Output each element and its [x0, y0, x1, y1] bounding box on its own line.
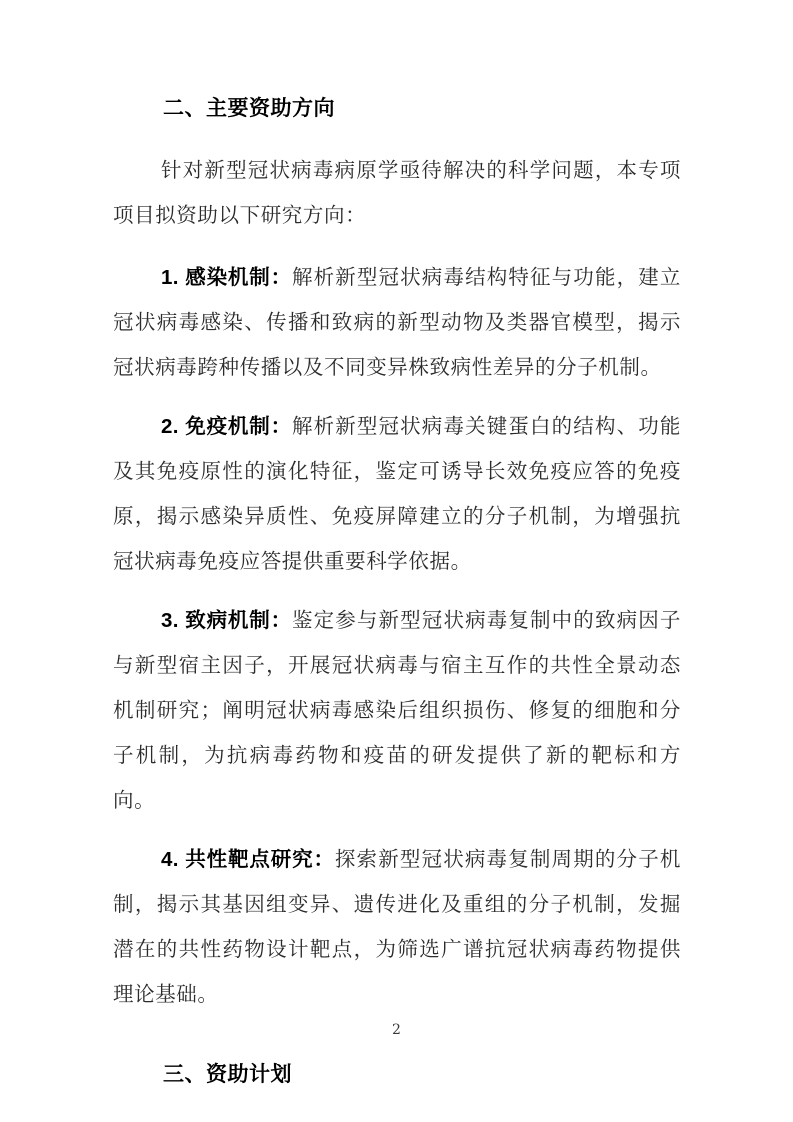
spacer — [113, 238, 681, 255]
funding-item-3-label: 3. 致病机制： — [161, 609, 292, 632]
funding-item-2-label: 2. 免疫机制： — [161, 415, 292, 438]
page-number: 2 — [392, 1022, 401, 1038]
document-content — [113, 86, 681, 1097]
funding-item-4 — [113, 837, 681, 1017]
funding-item-3-text: 鉴定参与新型冠状病毒复制中的致病因子与新型宿主因子，开展冠状病毒与宿主互作的共性全景动态机制研究；阐明冠状病毒感染后组织损伤、修复的细胞和分子机制，为抗病毒药物和疫苗的研发提供了新的靶标和方向。 — [113, 608, 681, 812]
section-heading-two: 二、主要资助方向 — [163, 97, 335, 120]
spacer — [113, 584, 681, 598]
funding-item-2 — [113, 404, 681, 584]
funding-item-1-text: 解析新型冠状病毒结构特征与功能，建立冠状病毒感染、传播和致病的新型动物及类器官模型，揭示冠状病毒跨种传播以及不同变异株致病性差异的分子机制。 — [113, 265, 681, 379]
funding-item-2-text: 解析新型冠状病毒关键蛋白的结构、功能及其免疫原性的演化特征，鉴定可诱导长效免疫应答的免疫原，揭示感染异质性、免疫屏障建立的分子机制，为增强抗冠状病毒免疫应答提供重要科学依据。 — [113, 414, 681, 573]
funding-item-4-text: 探索新型冠状病毒复制周期的分子机制，揭示其基因组变异、遗传进化及重组的分子机制，发掘潜在的共性药物设计靶点，为筛选广谱抗冠状病毒药物提供理论基础。 — [113, 847, 681, 1006]
intro-paragraph: 针对新型冠状病毒病原学亟待解决的科学问题，本专项项目拟资助以下研究方向： — [113, 158, 681, 227]
spacer — [113, 823, 681, 837]
spacer — [113, 390, 681, 404]
funding-item-1 — [113, 255, 681, 390]
funding-item-3 — [113, 598, 681, 823]
section-heading-three: 三、资助计划 — [163, 1063, 292, 1086]
spacer — [113, 131, 681, 148]
funding-item-1-label: 1. 感染机制： — [161, 266, 292, 289]
funding-item-4-label: 4. 共性靶点研究： — [161, 848, 335, 871]
